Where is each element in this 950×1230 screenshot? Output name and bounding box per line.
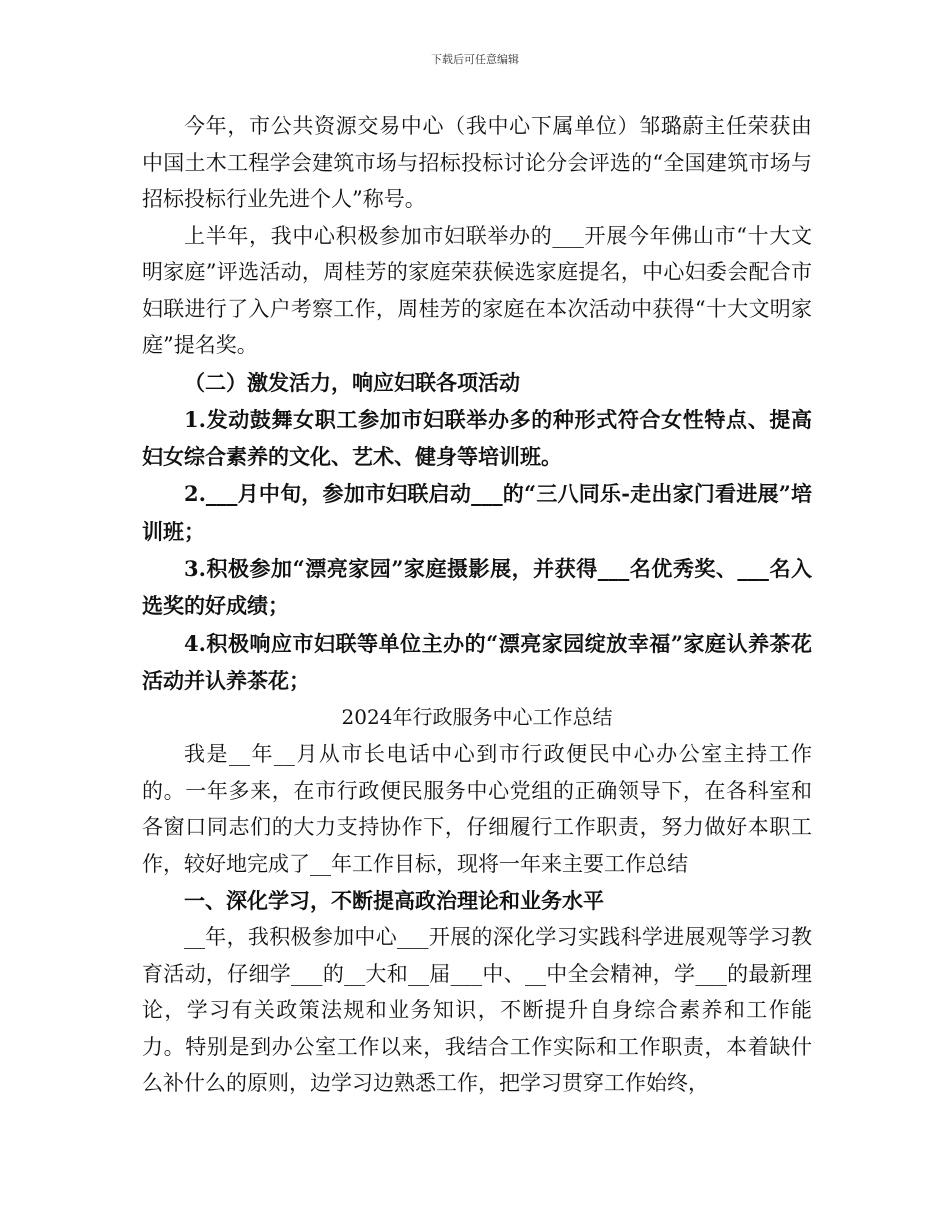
list-item-2: 2.___月中旬，参加市妇联启动___的“三八同乐-走出家门看进展”培训班； [142,481,812,544]
list-item-4: 4.积极响应市妇联等单位主办的“漂亮家园绽放幸福”家庭认养茶花活动并认养茶花； [142,630,812,693]
section-heading-activities: （二）激发活力，响应妇联各项活动 [184,369,520,395]
paragraph-family-selection: 上半年，我中心积极参加市妇联举办的___开展今年佛山市“十大文明家庭”评选活动，周桂芳的家庭荣获候选家庭提名，中心妇委会配合市妇联进行了入户考察工作，周桂芳的家庭在本次活动中获得“十大文明家庭”提名奖。 [142,223,812,357]
paragraph-intro: 我是__年__月从市长电话中心到市行政便民中心办公室主持工作的。一年多来，在市行政便民服务中心党组的正确领导下，在各科室和各窗口同志们的大力支持协作下，仔细履行工作职责，努力做好本职工作，较好地完成了__年工作目标，现将一年来主要工作总结 [142,742,812,876]
paragraph-award: 今年，市公共资源交易中心（我中心下属单位）邹璐蔚主任荣获由中国土木工程学会建筑市场与招标投标讨论分会评选的“全国建筑市场与招标投标行业先进个人”称号。 [142,114,812,211]
document-body [142,108,812,1102]
paragraph-study: __年，我积极参加中心___开展的深化学习实践科学进展观等学习教育活动，仔细学___的__大和__届___中、__中全会精神，学___的最新理论，学习有关政策法规和业务知识，不断提升自身综合素养和工作能力。特别是到办公室工作以来，我结合工作实际和工作职责，本着缺什么补什么的原则，边学习边熟悉工作，把学习贯穿工作始终， [142,925,812,1096]
document-title: 2024年行政服务中心工作总结 [341,705,613,730]
section-heading-study: 一、深化学习，不断提高政治理论和业务水平 [184,888,604,914]
list-item-1: 1.发动鼓舞女职工参加市妇联举办多的种形式符合女性特点、提高妇女综合素养的文化、艺术、健身等培训班。 [142,406,812,470]
list-item-3: 3.积极参加“漂亮家园”家庭摄影展，并获得___名优秀奖、___名入选奖的好成绩； [142,555,812,619]
page-header-note: 下载后可任意编辑 [431,53,519,66]
